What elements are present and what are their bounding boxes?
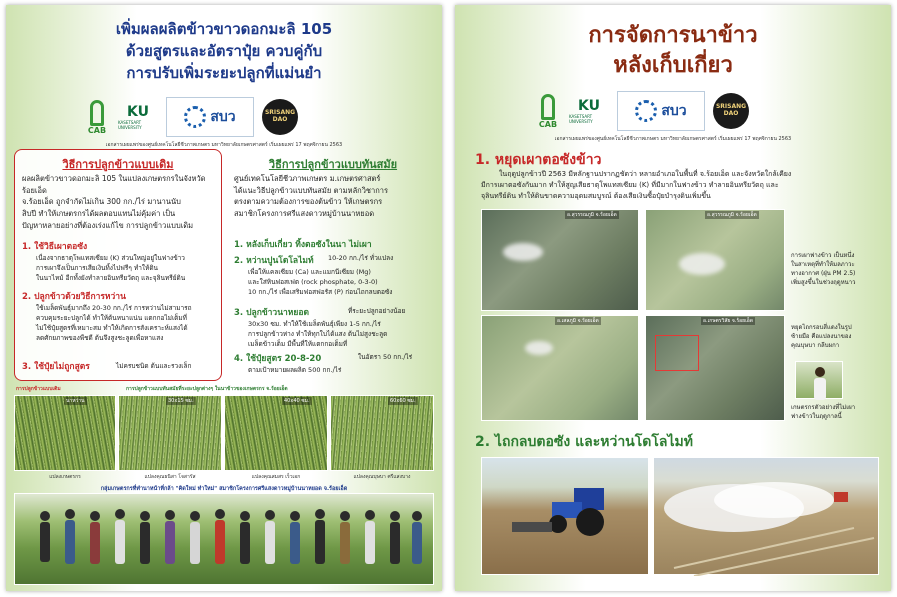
sbw-logo: สบว xyxy=(166,97,254,137)
title-line: ด้วยสูตรและอัตราปุ๋ย ควบคู่กับ xyxy=(125,41,323,60)
image-location-label: อ.เกษตรวิสัย จ.ร้อยเอ็ด xyxy=(703,318,754,324)
traditional-step-3-title: 3. ใช้ปุ๋ยไม่ถูกสูตร xyxy=(22,362,90,372)
smoke-plume xyxy=(503,243,543,261)
ku-logo: KU KASETSART UNIVERSITY xyxy=(569,98,600,124)
rice-photo-traditional xyxy=(14,395,116,471)
flower-icon xyxy=(184,106,206,128)
traditional-step-1-title: 1. ใช้วิธีเผาตอซัง xyxy=(22,242,88,252)
traditional-step-3-body: ไม่ครบชนิด ต้นและรวงเล็ก xyxy=(116,362,192,370)
traditional-step-1-body: เนื่องจากธาตุโพแทสเซียม (K) ส่วนใหญ่อยู่ในฟางข้าว การเผาจึงเป็นการเสียเงินทิ้งไปฟรีๆ ทำให้ดิน ในนาไหม้ อีกทั้งยังทำลายอินทรียวัตถุ และจุลินทรีย์ดิน xyxy=(36,254,186,283)
title-line: การจัดการนาข้าว xyxy=(588,23,758,48)
photo-strip-right-header: การปลูกข้าวแบบทันสมัยที่ระยะปลูกต่างๆ ในนาข้าวของเกษตรกร จ.ร้อยเอ็ด xyxy=(126,386,288,392)
modern-step-4-body: ในอัตรา 50 กก./ไร่ ตามเป้าหมายผลผลิต 500 กก./ไร่ xyxy=(248,353,413,374)
photo-caption: แปลงคุณสมสร เร็วเอก xyxy=(251,474,301,480)
modern-step-2-title: 2. หว่านปูนโดโลไมท์ xyxy=(234,256,314,266)
satellite-photo-3 xyxy=(481,315,639,421)
photo-label: 40x40 ซม. xyxy=(284,398,310,404)
title-line: การปรับเพิ่มระยะปลูกที่แม่นยำ xyxy=(126,63,322,82)
logo-row xyxy=(84,97,298,137)
traditional-intro: ผลผลิตข้าวขาวดอกมะลิ 105 ในแปลงเกษตรกรในจังหวัดร้อยเอ็ด จ.ร้อยเอ็ด ถูกจำกัดไม่เกิน 300 กก./ไร่ มานานนับ สิบปี ทำให้เกษตรกรได้ผลตอบแทนไม่คุ้มค่า เป็น ปัญหาหลายอย่างที่ต้องเร่งแก้ไข การปลูกข้าวแบบเดิม xyxy=(22,174,206,230)
traditional-step-2-body: ใช้เมล็ดพันธุ์มากถึง 20-30 กก./ไร่ การหว่านไม่สามารถ ควบคุมระยะปลูกได้ ทำให้ต้นหนาแน่น แตกกอไม่เต็มที่ ไม่ใช้ปุ๋ยสูตรที่เหมาะสม ทำให้เกิดการสังเคราะห์แสงได้ ลดศักยภาพของพืชดี ต้นจึงสูงชะลูดเพื่อหาแสง xyxy=(36,304,192,343)
traditional-step-2-title: 2. ปลูกข้าวด้วยวิธีการหว่าน xyxy=(22,292,126,302)
farmer-group-figures xyxy=(15,494,435,586)
modern-step-2-body: 10-20 กก./ไร่ ทั่วแปลง เพื่อให้แคลเซียม (Ca) และแมกนีเซียม (Mg) และใส่หินฟอสเฟต (rock phosphate, 0-3-0) 10 กก./ไร่ เพื่อเสริมฟอสฟอรัส (P) ก่อนไถกลบตอซัง xyxy=(248,254,394,297)
image-location-label: อ.เสลภูมิ จ.ร้อยเอ็ด xyxy=(557,318,599,324)
tractor-plow-photo xyxy=(481,457,649,575)
farmer-figure xyxy=(796,362,844,400)
photo-caption: แปลงคุณบุษบา ศรีแสงบาง xyxy=(353,474,411,480)
tractor-icon xyxy=(482,458,650,576)
modern-step-1-title: 1. หลังเก็บเกี่ยว ทิ้งตอซังในนา ไม่เผา xyxy=(234,240,372,250)
smoke-plume xyxy=(525,341,553,355)
rice-photo-40x40 xyxy=(224,395,328,471)
srisang-dao-logo: SRISANG DAO xyxy=(262,99,298,135)
image-location-label: อ.สุวรรณภูมิ จ.ร้อยเอ็ด xyxy=(707,212,757,218)
poster-title xyxy=(455,21,891,80)
photo-caption: แปลงคุณธนิสา โจสารัส xyxy=(144,474,196,480)
poster-left xyxy=(6,5,442,591)
publication-meta: เอกสารเผยแพร่ของศูนย์เทคโนโลยีชีวภาพเกษตร มหาวิทยาลัยเกษตรศาสตร์ เริ่มเผยแพร่ 17 พฤศจิกายน 2563 xyxy=(105,142,343,148)
note-smoke: การเผาฟางข้าว เป็นหนึ่ง ในสาเหตุที่ทำให้มลภาวะ ทางอากาศ (ฝุ่น PM 2.5) เพิ่มสูงขึ้นในช่วงฤดูหนาว xyxy=(791,252,856,286)
flower-icon xyxy=(635,100,657,122)
section-2-heading: 2. ไถกลบตอซัง และหว่านโดโลไมท์ xyxy=(475,434,693,450)
dolomite-spreading-photo xyxy=(653,457,879,575)
photo-label: นาหว่าน xyxy=(66,398,85,404)
rice-photo-30x15 xyxy=(118,395,222,471)
highlight-red-box xyxy=(655,335,699,371)
modern-step-4-title: 4. ใช้ปุ๋ยสูตร 20-8-20 xyxy=(234,354,322,364)
photo-strip-left-header: การปลูกข้าวแบบเดิม xyxy=(16,386,61,392)
group-photo-caption: กลุ่มเกษตรกรที่ทำนาหน้าที่กล้า "คิดใหม่ ทำใหม่" สมาชิกโครงการศรีแสงดาวหมู่บ้านนาหยอด จ.ร้อยเอ็ด xyxy=(100,486,348,492)
note-farmer-bottom: เกษตรกรตัวอย่างที่ไม่เผา ฟางข้าวในฤดูกาลนี้ xyxy=(791,404,856,420)
image-location-label: อ.สุวรรณภูมิ จ.ร้อยเอ็ด xyxy=(567,212,617,218)
spreader-scene xyxy=(654,458,880,576)
poster-title xyxy=(6,19,442,84)
ku-logo: KU KASETSART UNIVERSITY xyxy=(118,104,149,130)
srisang-dao-logo: SRISANG DAO xyxy=(713,93,749,129)
photo-label: 60x60 ซม. xyxy=(390,398,416,404)
section-1-body: ในฤดูปลูกข้าวปี 2563 มีหลักฐานปรากฏชัดว่า หลายอำเภอในพื้นที่ จ.ร้อยเอ็ด และจังหวัดใกล้เคียง มีการเผาตอซังกันมาก ทำให้สูญเสียธาตุโพแทสเซียม (K) ที่มีมากในฟางข้าว ทำลายอินทรียวัตถุ และ จุลินทรีย์ดิน ทำให้ดินขาดความอุดมสมบูรณ์ ต้องเสียเงินซื้อปุ๋ยบำรุงดินเพิ่มขึ้น xyxy=(481,170,792,200)
smoke-plume xyxy=(679,253,725,275)
sbw-logo: สบว xyxy=(617,91,705,131)
satellite-photo-1 xyxy=(481,209,639,311)
title-line: หลังเก็บเกี่ยว xyxy=(613,52,733,78)
publication-meta: เอกสารเผยแพร่ของศูนย์เทคโนโลยีชีวภาพเกษตร มหาวิทยาลัยเกษตรศาสตร์ เริ่มเผยแพร่ 17 พฤศจิกายน 2563 xyxy=(554,136,792,142)
title-line: เพิ่มผลผลิตข้าวขาวดอกมะลิ 105 xyxy=(115,20,333,38)
photo-caption: แปลงเกษตรกร xyxy=(49,474,81,480)
note-farmer: หยุดไถกรอบสี่แดงในรูป ซ้ายมือ คือแปลงนาของ คุณบุษบา กลีบผกา xyxy=(791,324,852,349)
logo-row xyxy=(535,91,749,131)
poster-right xyxy=(455,5,891,591)
cab-logo: CAB xyxy=(535,91,561,131)
modern-step-3-title: 3. ปลูกข้าวนาหยอด xyxy=(234,308,310,318)
rice-photo-60x60 xyxy=(330,395,434,471)
cab-logo: CAB xyxy=(84,97,110,137)
farmer-group-photo xyxy=(14,493,434,585)
modern-heading: วิธีการปลูกข้าวแบบทันสมัย xyxy=(268,158,398,171)
farmer-photo xyxy=(795,361,843,399)
section-1-heading: 1. หยุดเผาตอซังข้าว xyxy=(475,152,602,168)
modern-step-3-body: ที่ระยะปลูกอย่างน้อย 30x30 ซม. ทำให้ใช้เมล็ดพันธุ์เพียง 1-5 กก./ไร่ การปลูกข้าวห่าง ทำให้ทุกใบได้แสง ต้นไม่สูงชะลูด เมล็ดข้าวเต็ม มีพื้นที่ให้แตกกอเต็มที่ xyxy=(248,307,406,349)
traditional-heading: วิธีการปลูกข้าวแบบเดิม xyxy=(62,158,174,171)
modern-intro: ศูนย์เทคโนโลยีชีวภาพเกษตร ม.เกษตรศาสตร์ ได้แนะวิธีปลูกข้าวแบบทันสมัย ตามหลักวิชาการ ตรงตามความต้องการของต้นข้าว ให้เกษตรกร สมาชิกโครงการศรีแสงดาวหมู่บ้านนาหยอด xyxy=(234,174,388,218)
photo-label: 30x15 ซม. xyxy=(168,398,194,404)
